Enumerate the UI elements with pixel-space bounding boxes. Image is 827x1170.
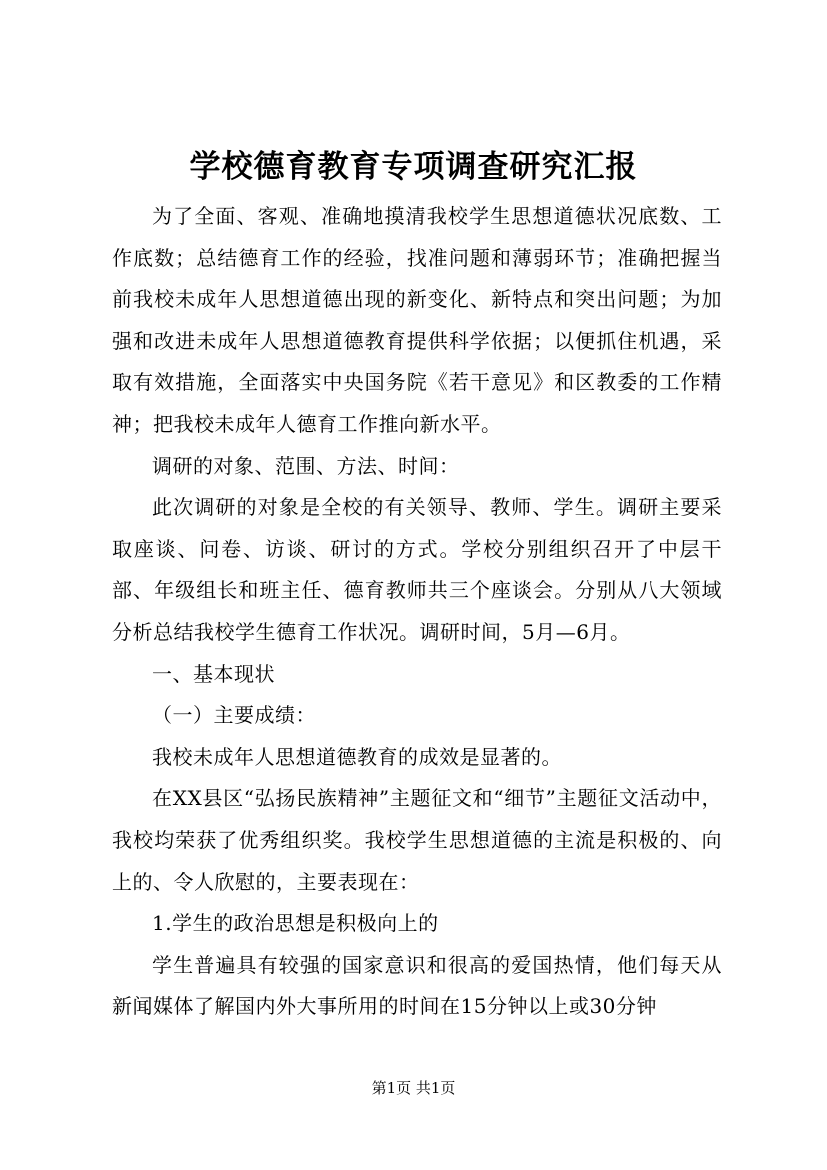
document-body <box>112 196 722 1028</box>
document-title: 学校德育教育专项调查研究汇报 <box>189 149 638 185</box>
page-footer: 第1页 共1页 <box>371 1079 456 1097</box>
paragraph-research-scope-heading: 调研的对象、范围、方法、时间： <box>152 453 460 478</box>
subsection-heading-main-achievements: （一）主要成绩： <box>152 703 316 728</box>
paragraph-intro: 为了全面、客观、准确地摸清我校学生思想道德状况底数、工作底数；总结德育工作的经验，找准问题和薄弱环节；准确把握当前我校未成年人思想道德出现的新变化、新特点和突出问题；为加强和改进未成年人思想道德教育提供科学依据；以便抓住机遇，采取有效措施，全面落实中央国务院《若干意见》和区教委的工作精神；把我校未成年人德育工作推向新水平。 <box>112 204 722 436</box>
paragraph-achievement-summary: 我校未成年人思想道德教育的成效是显著的。 <box>152 744 562 769</box>
paragraph-essay-contest: 在XX县区“弘扬民族精神”主题征文和“细节”主题征文活动中，我校均荣获了优秀组织奖。我校学生思想道德的主流是积极的、向上的、令人欣慰的，主要表现在： <box>112 786 722 894</box>
paragraph-research-scope: 此次调研的对象是全校的有关领导、教师、学生。调研主要采取座谈、问卷、访谈、研讨的方式。学校分别组织召开了中层干部、年级组长和班主任、德育教师共三个座谈会。分别从八大领域分析总结我校学生德育工作状况。调研时间，5月—6月。 <box>112 495 722 644</box>
item-heading-political-thought: 1.学生的政治思想是积极向上的 <box>152 911 439 936</box>
paragraph-patriotism: 学生普遍具有较强的国家意识和很高的爱国热情，他们每天从新闻媒体了解国内外大事所用的时间在15分钟以上或30分钟 <box>112 952 722 1019</box>
section-heading-basic-status: 一、基本现状 <box>152 661 275 686</box>
